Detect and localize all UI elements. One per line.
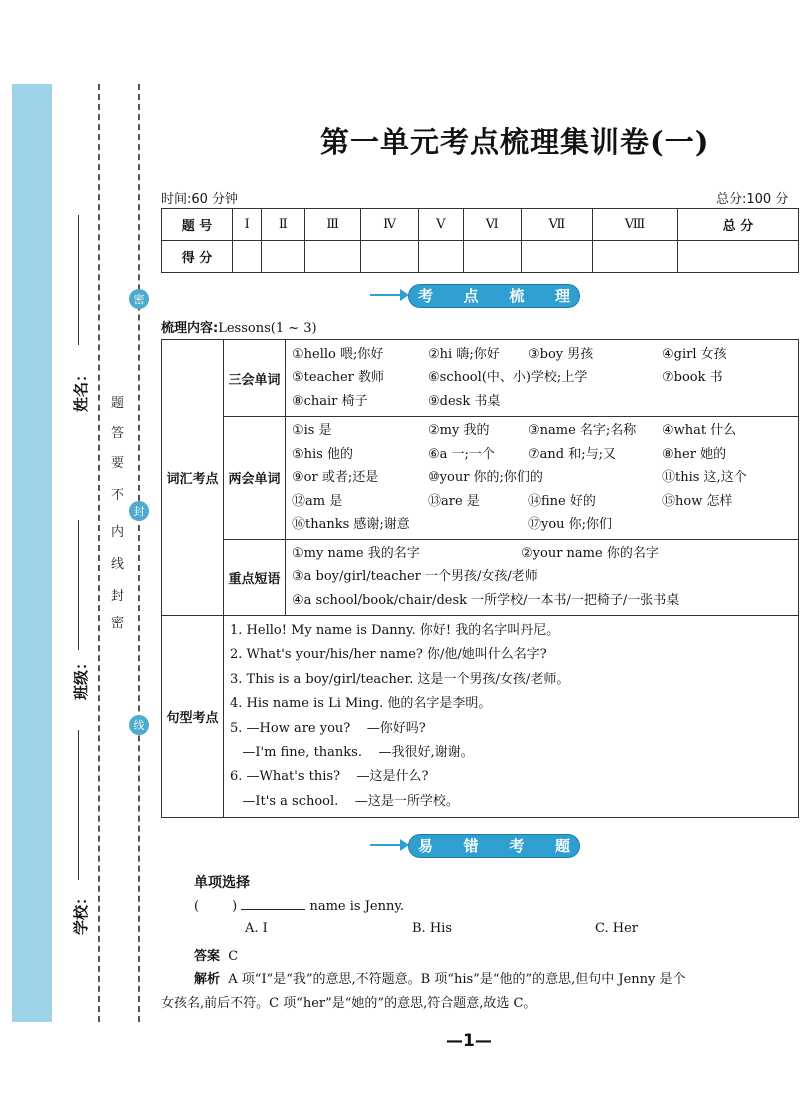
phrase-item: ④a school/book/chair/desk 一所学校/一本书/一把椅子/一张书桌 bbox=[292, 593, 680, 608]
question-stem bbox=[194, 897, 404, 914]
vocab-phrase-row bbox=[162, 539, 799, 616]
total-score-info: 总分:100 分 bbox=[716, 192, 789, 207]
seal-note-char: 不 bbox=[111, 488, 125, 503]
banner-char: 梳 bbox=[509, 287, 525, 305]
phrases-cell bbox=[286, 539, 799, 616]
two-words-cell bbox=[286, 417, 799, 540]
review-table bbox=[161, 339, 799, 818]
scope-label: 梳理内容: bbox=[161, 321, 219, 336]
score-header-cell: Ⅱ bbox=[262, 209, 305, 241]
class-line[interactable] bbox=[78, 520, 79, 650]
sentence-line: 4. His name is Li Ming. 他的名字是李明。 bbox=[230, 696, 492, 712]
banner-char: 错 bbox=[463, 837, 479, 855]
dashed-line-left bbox=[98, 84, 100, 1022]
word-item: ⑧her 她的 bbox=[662, 446, 727, 462]
option-c: C. Her bbox=[595, 921, 638, 936]
scope-value: Lessons(1 ~ 3) bbox=[218, 321, 317, 336]
word-item: ④what 什么 bbox=[662, 423, 737, 438]
explanation-text-2: 女孩名,前后不符。C 项“her”是“她的”的意思,符合题意,故选 C。 bbox=[161, 996, 537, 1011]
seal-note-char: 答 bbox=[111, 426, 125, 441]
option-a: A. I bbox=[245, 921, 268, 936]
dashed-line-right bbox=[138, 84, 140, 1022]
word-item: ⑪this 这,这个 bbox=[662, 470, 747, 485]
answer-blank[interactable] bbox=[241, 897, 305, 910]
word-item: ⑩your 你的;你们的 bbox=[428, 470, 543, 485]
sentence-category: 句型考点 bbox=[162, 616, 224, 818]
word-item: ⑥a 一;一个 bbox=[428, 446, 495, 462]
vocab-three-row bbox=[162, 340, 799, 417]
score-header-cell: Ⅶ bbox=[521, 209, 592, 241]
sentence-line: 5. —How are you? —你好吗? bbox=[230, 720, 426, 736]
seal-circle-2: 封 bbox=[129, 501, 149, 521]
three-words-cell bbox=[286, 340, 799, 417]
sentence-row bbox=[162, 616, 799, 818]
answer-value: C bbox=[228, 949, 239, 964]
sentence-line: —It's a school. —这是一所学校。 bbox=[230, 793, 459, 809]
score-header-cell: Ⅳ bbox=[361, 209, 419, 241]
page-number: —1— bbox=[446, 1031, 492, 1051]
score-header-cell: 总 分 bbox=[677, 209, 798, 241]
score-header-cell: Ⅰ bbox=[233, 209, 262, 241]
score-header-cell: Ⅵ bbox=[463, 209, 521, 241]
word-item: ⑰you 你;你们 bbox=[528, 517, 613, 532]
score-header-cell: Ⅲ bbox=[305, 209, 361, 241]
word-item: ⑨or 或者;还是 bbox=[292, 470, 379, 485]
word-item: ①is 是 bbox=[292, 423, 332, 438]
phrase-item: ①my name 我的名字 bbox=[292, 545, 420, 561]
score-cell[interactable] bbox=[262, 241, 305, 273]
seal-note-char: 内 bbox=[111, 525, 125, 540]
sentence-line: 3. This is a boy/girl/teacher. 这是一个男孩/女孩/老师。 bbox=[230, 671, 570, 687]
sentence-line: 1. Hello! My name is Danny. 你好! 我的名字叫丹尼。 bbox=[230, 623, 560, 638]
name-line[interactable] bbox=[78, 215, 79, 345]
word-item: ⑮how 怎样 bbox=[662, 493, 733, 509]
word-item: ④girl 女孩 bbox=[662, 346, 727, 362]
phrase-item: ②your name 你的名字 bbox=[521, 545, 659, 561]
word-item: ⑦book 书 bbox=[662, 370, 723, 386]
three-words-label: 三会单词 bbox=[224, 340, 286, 417]
word-item: ③boy 男孩 bbox=[528, 346, 594, 362]
score-cell[interactable] bbox=[233, 241, 262, 273]
seal-note-char: 要 bbox=[111, 456, 125, 471]
question-section-label: 单项选择 bbox=[194, 875, 250, 891]
question-text: name is Jenny. bbox=[305, 899, 405, 914]
answer-paren[interactable]: ( ) bbox=[194, 899, 238, 914]
explanation-label: 解析 bbox=[194, 972, 221, 987]
seal-note-char: 线 bbox=[111, 557, 125, 572]
vocab-category: 词汇考点 bbox=[162, 340, 224, 616]
explanation-text-1: A 项“I”是“我”的意思,不符题意。B 项“his”是“他的”的意思,但句中 Jenny 是个 bbox=[228, 972, 686, 987]
seal-circle-3: 线 bbox=[129, 715, 149, 735]
word-item: ⑥school(中、小)学校;上学 bbox=[428, 370, 588, 386]
score-cell[interactable] bbox=[677, 241, 798, 273]
section-banner-mistakes bbox=[370, 832, 582, 858]
vocab-two-row bbox=[162, 417, 799, 540]
score-header-cell: Ⅷ bbox=[593, 209, 678, 241]
word-item: ②hi 嗨;你好 bbox=[428, 346, 500, 362]
word-item: ⑫am 是 bbox=[292, 493, 343, 509]
seal-note-char: 题 bbox=[111, 396, 125, 411]
word-item: ①hello 喂;你好 bbox=[292, 346, 384, 362]
binding-strip bbox=[12, 84, 52, 1022]
two-words-label: 两会单词 bbox=[224, 417, 286, 540]
school-line[interactable] bbox=[78, 730, 79, 880]
score-cell[interactable] bbox=[361, 241, 419, 273]
phrase-item: ③a boy/girl/teacher 一个男孩/女孩/老师 bbox=[292, 569, 538, 584]
sentence-line: 6. —What's this? —这是什么? bbox=[230, 769, 429, 785]
answer-label: 答案 bbox=[194, 949, 221, 964]
seal-note-char: 封 bbox=[111, 589, 125, 604]
banner-char: 考 bbox=[418, 287, 434, 305]
name-label: 姓名： bbox=[72, 366, 90, 412]
banner-char: 题 bbox=[554, 837, 570, 855]
banner-char: 易 bbox=[418, 837, 434, 855]
phrases-label: 重点短语 bbox=[224, 539, 286, 616]
explanation-line-1 bbox=[194, 968, 800, 991]
word-item: ⑧chair 椅子 bbox=[292, 393, 368, 409]
word-item: ⑦and 和;与;又 bbox=[528, 446, 616, 462]
page-title: 第一单元考点梳理集训卷(一) bbox=[320, 125, 710, 159]
word-item: ②my 我的 bbox=[428, 423, 490, 438]
review-scope bbox=[161, 317, 317, 336]
sentence-line: —I'm fine, thanks. —我很好,谢谢。 bbox=[230, 745, 474, 761]
seal-note-char: 密 bbox=[111, 616, 125, 631]
class-label: 班级： bbox=[72, 654, 90, 700]
word-item: ⑤his 他的 bbox=[292, 446, 353, 462]
score-header-cell: 题 号 bbox=[162, 209, 233, 241]
section-banner-review bbox=[370, 282, 582, 308]
banner-char: 理 bbox=[554, 287, 570, 305]
score-cell[interactable] bbox=[418, 241, 463, 273]
banner-char: 考 bbox=[509, 837, 525, 855]
sentence-cell bbox=[224, 616, 799, 818]
time-info: 时间:60 分钟 bbox=[161, 192, 239, 207]
sentence-line: 2. What's your/his/her name? 你/他/她叫什么名字? bbox=[230, 647, 547, 663]
score-entry-row bbox=[162, 241, 799, 273]
score-cell[interactable] bbox=[593, 241, 678, 273]
score-cell[interactable] bbox=[305, 241, 361, 273]
score-cell[interactable] bbox=[463, 241, 521, 273]
answer-line bbox=[194, 945, 238, 964]
score-table bbox=[161, 208, 799, 273]
word-item: ③name 名字;名称 bbox=[528, 423, 637, 438]
banner-char: 点 bbox=[463, 287, 479, 305]
option-b: B. His bbox=[412, 921, 452, 936]
school-label: 学校： bbox=[72, 889, 90, 935]
score-row-label: 得 分 bbox=[162, 241, 233, 273]
word-item: ⑭fine 好的 bbox=[528, 493, 596, 509]
word-item: ⑯thanks 感谢;谢意 bbox=[292, 517, 410, 532]
score-cell[interactable] bbox=[521, 241, 592, 273]
word-item: ⑬are 是 bbox=[428, 493, 480, 509]
seal-circle-1: 密 bbox=[129, 289, 149, 309]
score-header-row bbox=[162, 209, 799, 241]
word-item: ⑤teacher 教师 bbox=[292, 370, 385, 386]
word-item: ⑨desk 书桌 bbox=[428, 393, 501, 409]
score-header-cell: Ⅴ bbox=[418, 209, 463, 241]
